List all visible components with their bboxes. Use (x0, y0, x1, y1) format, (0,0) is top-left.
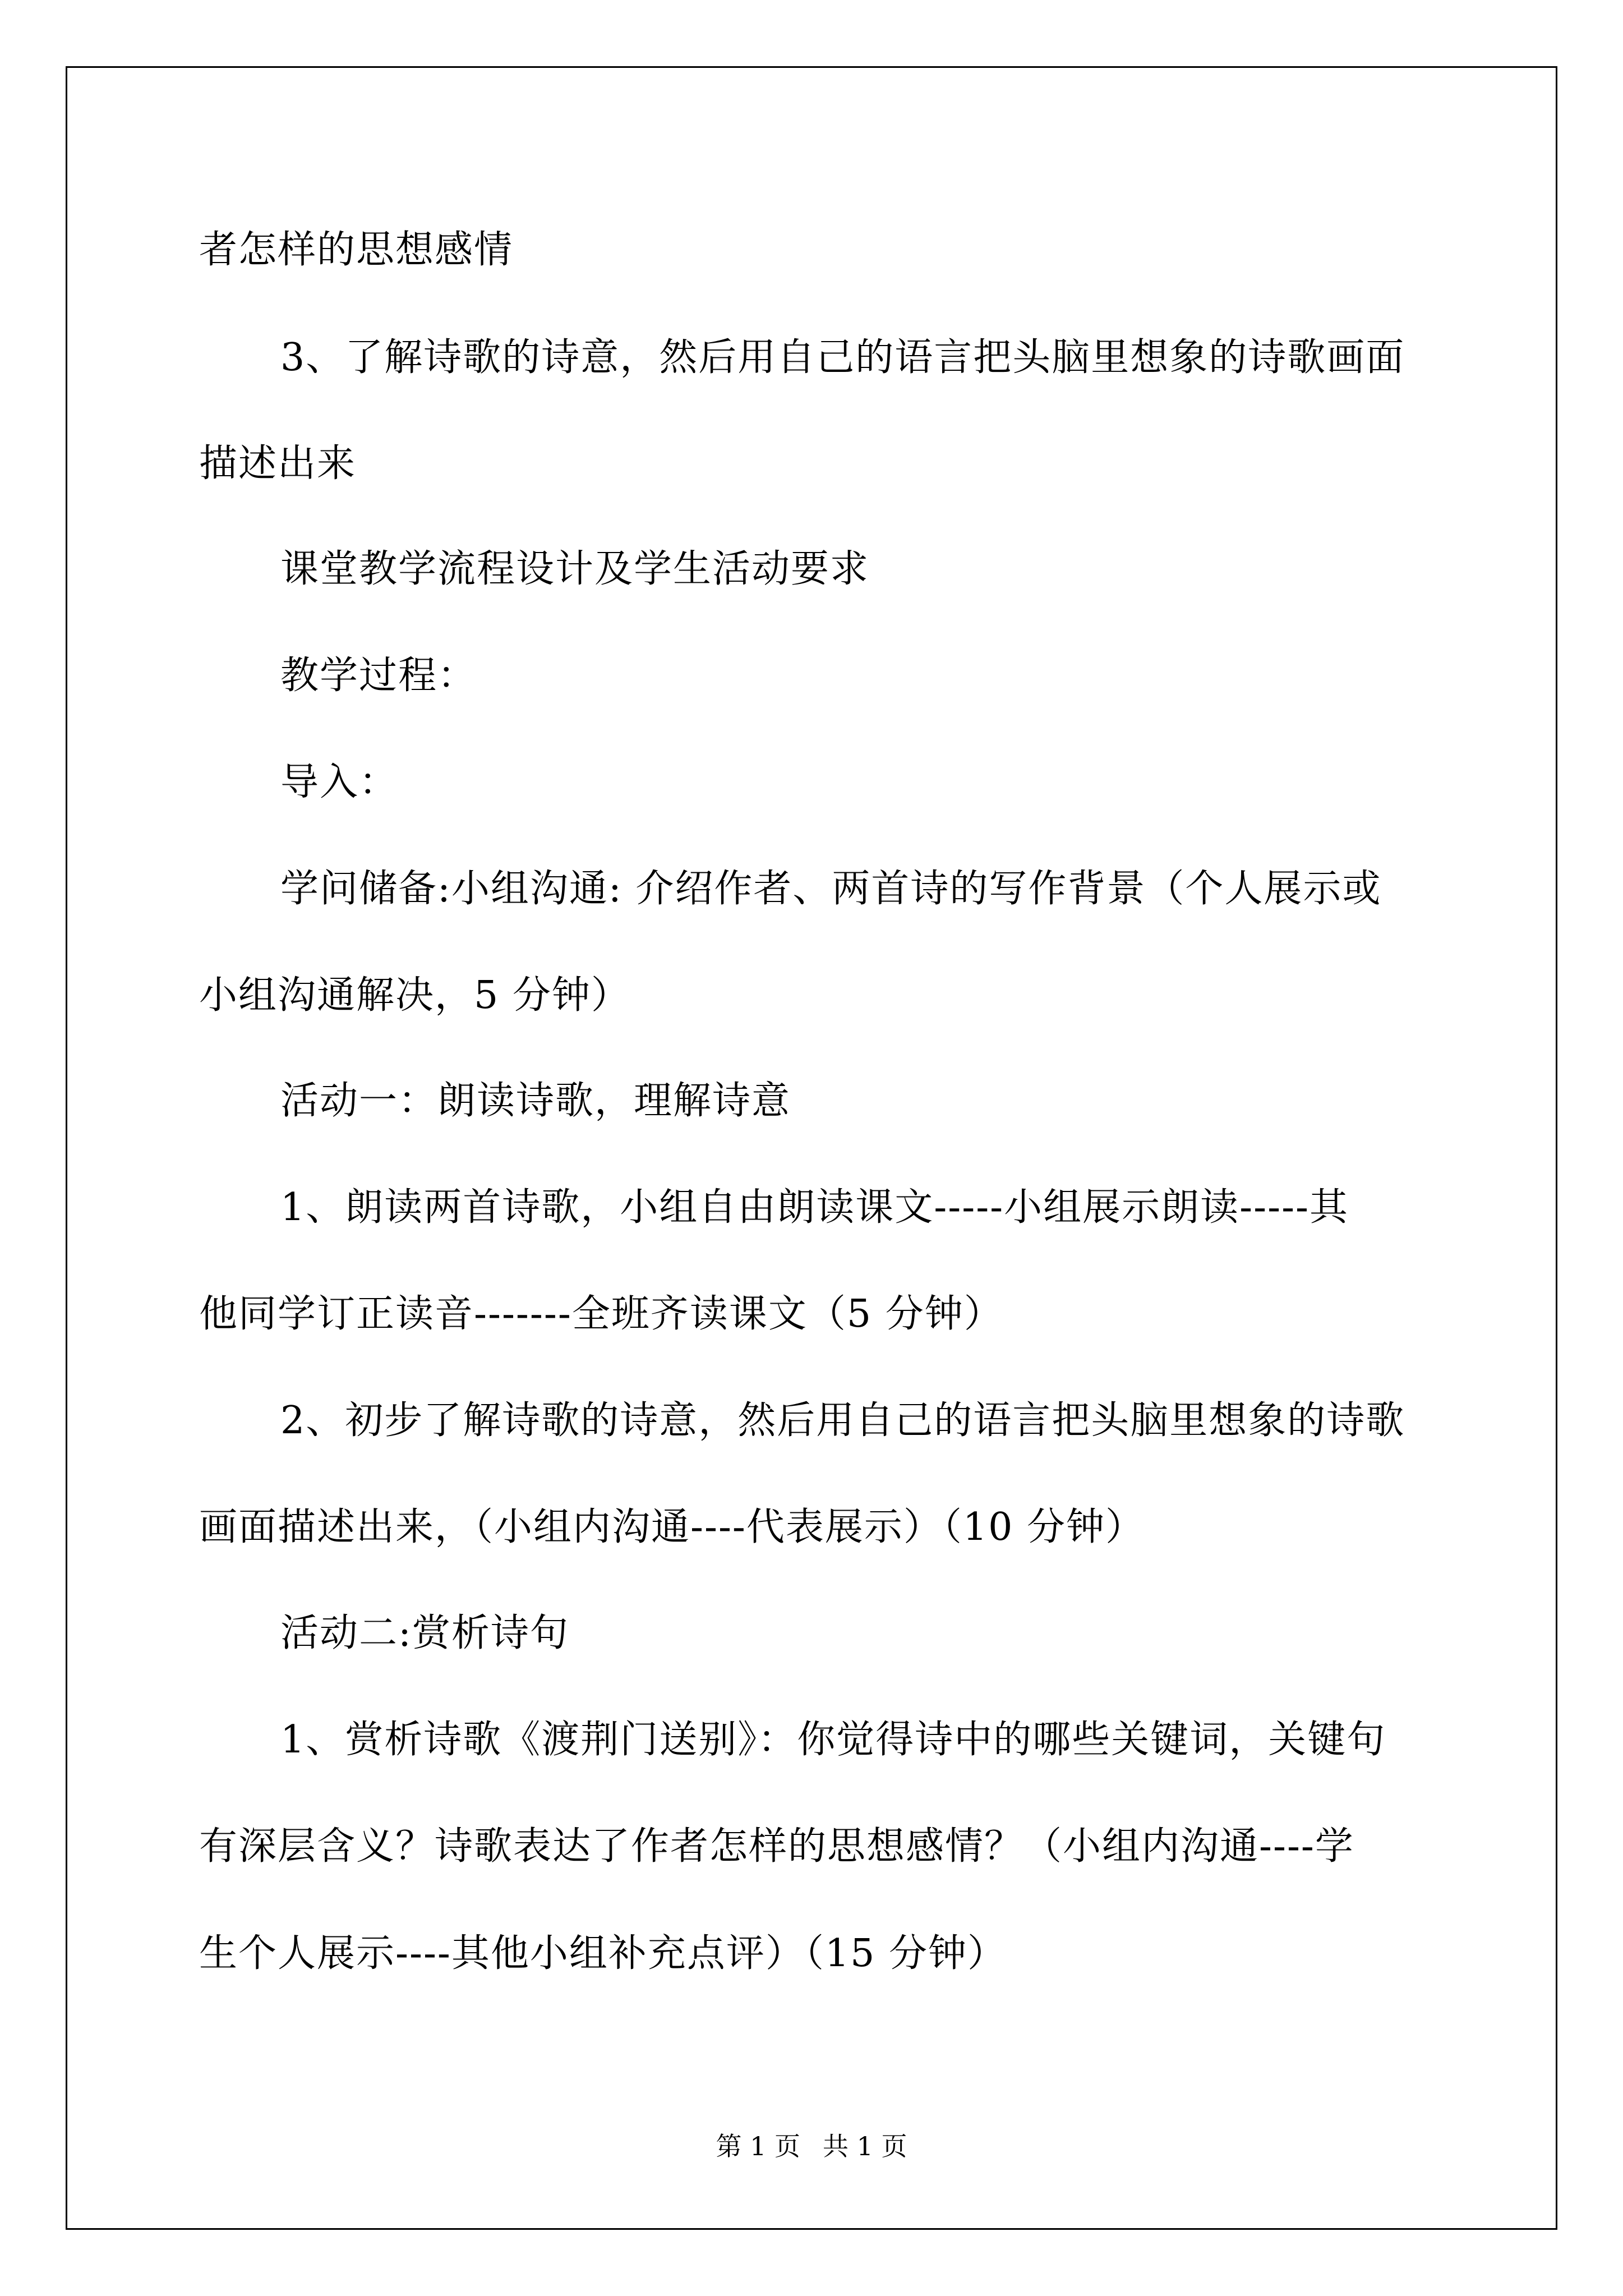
page-number: 第 1 页 (716, 2131, 800, 2161)
total-pages: 共 1 页 (823, 2131, 907, 2161)
paragraph-line: 2、初步了解诗歌的诗意，然后用自己的语言把头脑里想象的诗歌 (280, 1398, 1405, 1443)
paragraph-line: 1、朗读两首诗歌，小组自由朗读课文-----小组展示朗读-----其 (280, 1185, 1349, 1230)
paragraph-line: 1、赏析诗歌《渡荆门送别》：你觉得诗中的哪些关键词，关键句 (280, 1718, 1386, 1762)
paragraph-line: 他同学订正读音-------全班齐读课文（5 分钟） (199, 1292, 1003, 1336)
paragraph-line: 者怎样的思想感情 (199, 228, 514, 272)
paragraph-line: 生个人展示----其他小组补充点评）（15 分钟） (199, 1931, 1007, 1976)
paragraph-line: 小组沟通解决，5 分钟） (199, 973, 630, 1018)
paragraph-line: 学问储备:小组沟通: 介绍作者、两首诗的写作背景（个人展示或 (280, 867, 1382, 911)
paragraph-line: 有深层含义？诗歌表达了作者怎样的思想感情？（小组内沟通----学 (199, 1824, 1354, 1869)
paragraph-line: 3、了解诗歌的诗意，然后用自己的语言把头脑里想象的诗歌画面 (280, 335, 1405, 380)
paragraph-line: 画面描述出来，（小组内沟通----代表展示）（10 分钟） (199, 1505, 1145, 1549)
paragraph-line: 活动二:赏析诗句 (280, 1611, 569, 1655)
paragraph-line: 教学过程： (280, 654, 477, 698)
paragraph-line: 课堂教学流程设计及学生活动要求 (280, 547, 870, 591)
page-footer (0, 2131, 1623, 2162)
paragraph-line: 导入： (280, 760, 399, 804)
paragraph-line: 描述出来 (199, 441, 357, 486)
paragraph-line: 活动一：朗读诗歌，理解诗意 (280, 1079, 791, 1123)
